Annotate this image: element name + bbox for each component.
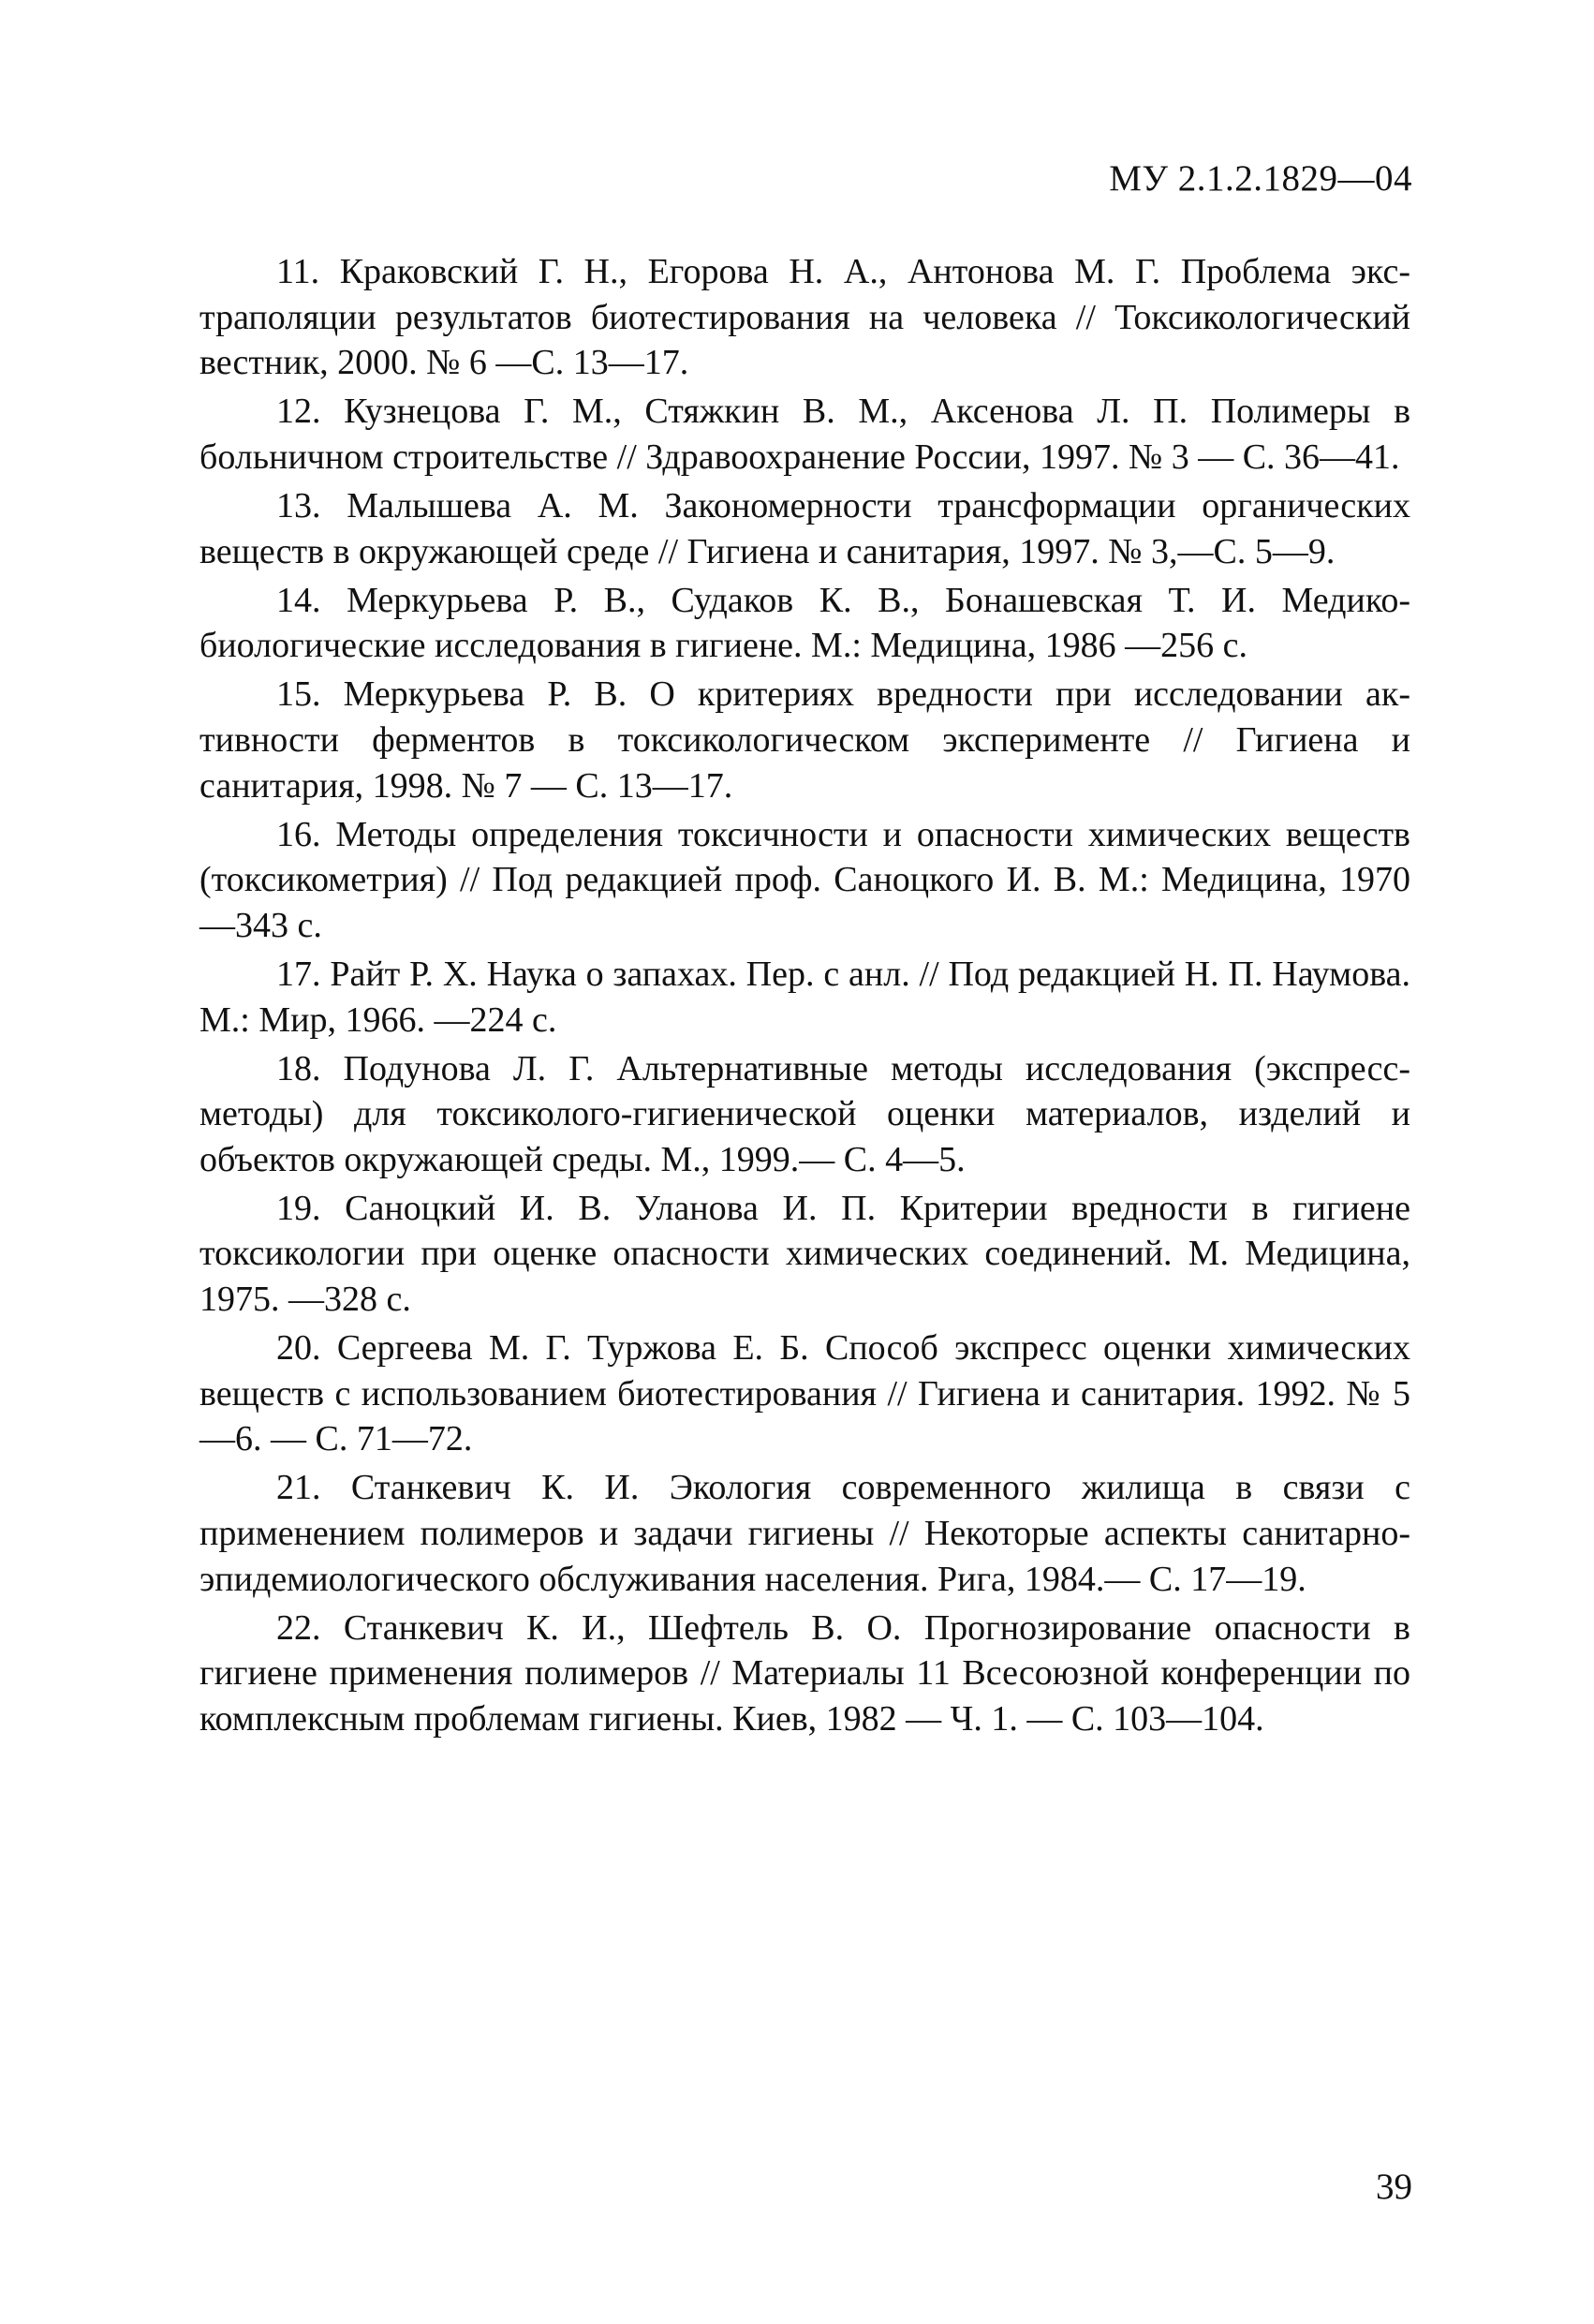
reference-number: 20.	[276, 1328, 321, 1369]
reference-list	[199, 249, 1410, 1745]
reference-number: 16.	[276, 814, 321, 854]
reference-item	[199, 578, 1410, 669]
reference-item	[199, 1186, 1410, 1323]
reference-text: Сергеева М. Г. Туржова Е. Б. Способ экспресс оценки химических веществ с использованием биотестирования // Гигиена и санитария. 1992. № 5—6. — С. 71—72.	[199, 1328, 1410, 1459]
reference-item	[199, 483, 1410, 574]
reference-text: Краковский Г. Н., Егорова Н. А., Антонова М. Г. Проблема экстраполяции результатов биотестирования на человека // Токсикологический вестник, 2000. № 6 —С. 13—17.	[199, 252, 1411, 383]
reference-number: 17.	[276, 954, 321, 994]
reference-number: 18.	[276, 1048, 321, 1088]
reference-text: Саноцкий И. В. Уланова И. П. Критерии вредности в гигиене токсикологии при оценке опасности химических соединений. М. Медицина, 1975. —328 с.	[199, 1188, 1411, 1320]
reference-item	[199, 1465, 1410, 1602]
reference-item	[199, 389, 1410, 480]
document-code-header: МУ 2.1.2.1829—04	[1109, 158, 1412, 199]
reference-text: Методы определения токсичности и опасности химических веществ (токсикометрия) // Под редакцией проф. Саноцкого И. В. М.: Медицина, 1970 —343 с.	[199, 814, 1410, 945]
reference-text: Райт Р. X. Наука о запахах. Пер. с анл. // Под редакцией Н. П. Наумова. М.: Мир, 1966. —224 с.	[199, 954, 1411, 1040]
reference-text: Малышева А. М. Закономерности трансформации органических веществ в окружающей среде // Гигиена и санитария, 1997. № 3,—С. 5—9.	[199, 485, 1410, 571]
reference-text: Меркурьева Р. В., Судаков К. В., Бонашевская Т. И. Медико-биологические исследования в гигиене. М.: Медицина, 1986 —256 с.	[199, 580, 1411, 666]
reference-number: 15.	[276, 674, 321, 715]
reference-number: 13.	[276, 485, 321, 525]
reference-text: Меркурьева Р. В. О критериях вредности при исследовании активности ферментов в токсикологическом эксперименте // Гигиена и санитария, 1998. № 7 — С. 13—17.	[199, 674, 1410, 806]
reference-number: 19.	[276, 1188, 321, 1228]
reference-number: 21.	[276, 1468, 321, 1508]
reference-text: Подунова Л. Г. Альтернативные методы исследования (экспресс-методы) для токсиколого-гигиенической оценки материалов, изделий и объектов окружающей среды. М., 1999.— С. 4—5.	[199, 1048, 1410, 1179]
reference-number: 22.	[276, 1607, 321, 1648]
page-number: 39	[1376, 2167, 1412, 2207]
reference-item	[199, 672, 1410, 808]
reference-text: Станкевич К. И., Шефтель В. О. Прогнозирование опасности в гигиене применения полимеров // Материалы 11 Всесоюзной конференции по комплексным проблемам гигиены. Киев, 1982 — Ч. 1. — С. 103—104.	[199, 1607, 1410, 1739]
reference-number: 12.	[276, 392, 321, 432]
reference-item	[199, 812, 1410, 949]
reference-item	[199, 1325, 1410, 1462]
reference-item	[199, 1046, 1410, 1183]
reference-number: 11.	[276, 252, 320, 291]
reference-item	[199, 249, 1410, 386]
reference-item	[199, 1606, 1410, 1742]
reference-text: Кузнецова Г. М., Стяжкин В. М., Аксенова Л. П. Полимеры в больничном строительстве // Здравоохранение России, 1997. № 3 — С. 36—41.	[199, 392, 1411, 477]
reference-text: Станкевич К. И. Экология современного жилища в связи с применением полимеров и задачи гигиены // Некоторые аспекты санитарно-эпидемиологического обслуживания населения. Рига, 1984.— С. 17—19.	[199, 1468, 1411, 1599]
reference-number: 14.	[276, 580, 321, 620]
reference-item	[199, 952, 1410, 1043]
